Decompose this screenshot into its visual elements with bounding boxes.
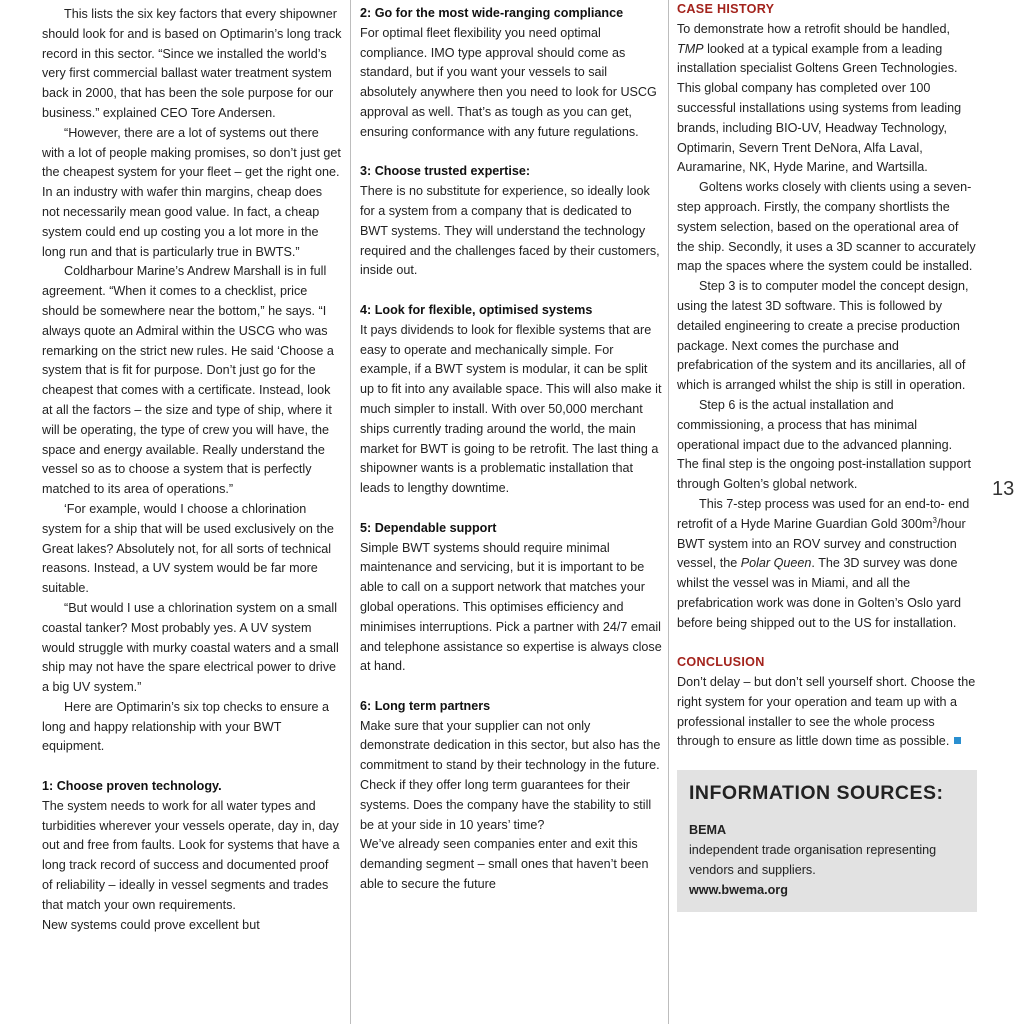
paragraph: Coldharbour Marine’s Andrew Marshall is in full agreement. “When it comes to a checklist, price should be somewhere near the bottom,” he says. “I always quote an Admiral within the USCG who was remarking on the strict new rules. He said ‘Choose a system that is fit for purpose. Don’t just go for the cheapest that comes with a certificate. Instead, look at all the factors – the size and type of ship, where it will be operating, the type of crew you will have, the space and energy available. Really understand the vessel so as to choose a system that is perfectly matched to its area of operations.” (42, 264, 334, 497)
section-heading: 5: Dependable support (360, 520, 497, 535)
paragraph: Make sure that your supplier can not only demonstrate dedication in this sector, but also has the commitment to stand by their technology in the future. Check if they offer long term guarantees for their systems. Does the company have the stability to still be at your side in 10 years’ time? (360, 718, 661, 832)
info-source-name: BEMA (689, 823, 727, 838)
conclusion-heading: CONCLUSION (677, 655, 765, 670)
info-sources-title: INFORMATION SOURCES: (689, 782, 944, 805)
paragraph: We’ve already seen companies enter and exit this demanding segment – small ones that haven’t been able to secure the future (360, 837, 649, 892)
section-heading: 3: Choose trusted expertise: (360, 164, 531, 179)
paragraph: This lists the six key factors that every shipowner should look for and is based on Optimarin’s long track record in this sector. “Since we installed the world’s very first commercial ballast water treatment system back in 2000, that has been the sole purpose for our business.” explained CEO Tore Andersen. (42, 7, 342, 120)
section-heading: 2: Go for the most wide-ranging compliance (360, 6, 624, 20)
column-divider (350, 0, 351, 1024)
paragraph: ‘For example, would I choose a chlorination system for a ship that will be used exclusively on the Great lakes? Absolutely not, for all sorts of technical reasons. Instead, a UV system would be far more suitable. (42, 501, 334, 596)
info-source-link[interactable]: www.bwema.org (689, 882, 788, 897)
paragraph: There is no substitute for experience, so ideally look for a system from a company that is dedicated to BWT systems. They will understand the technology required and the challenges faced by their customers, inside out. (360, 184, 660, 278)
section-heading: 1: Choose proven technology. (42, 779, 222, 794)
column-3 (677, 0, 977, 1024)
paragraph: Don’t delay – but don’t sell yourself short. Choose the right system for your operation and team up with a professional installer to see the whole process through to ensure as little down time as possible. (677, 675, 976, 749)
paragraph: “However, there are a lot of systems out there with a lot of people making promises, so don’t just get the cheapest system for your fleet – get the right one. In an industry with wafer thin margins, cheap does not necessarily mean good value. In fact, a cheap system could end up costing you a lot more in the long run and that is particularly true in BWTS.” (42, 125, 341, 259)
section-heading: 6: Long term partners (360, 698, 491, 713)
paragraph: New systems could prove excellent but (42, 917, 260, 932)
paragraph: This 7-step process was used for an end-to- end retrofit of a Hyde Marine Guardian Gold $300m^3$/hour BWT system into an ROV survey and construction vessel, the Polar Queen. The 3D survey was done whilst the vessel was in Miami, and all the prefabrication work was done in Golten’s Oslo yard before being shipped out to the US for installation. (677, 496, 970, 630)
paragraph: Simple BWT systems should require minimal maintenance and servicing, but it is important to be able to call on a support network that matches your global operations. This optimises efficiency and minimises interruptions. Pick a partner with 24/7 email and telephone assistance so expertise is always close at hand. (360, 540, 662, 674)
paragraph: To demonstrate how a retrofit should be handled, TMP looked at a typical example from a leading installation specialist Goltens Green Technologies. This global company has completed over 100 successful installations using systems from leading brands, including BIO-UV, Headway Technology, Optimarin, Severn Trent DeNora, Alfa Laval, Auramarine, NK, Hyde Marine, and Wartsilla. (677, 21, 962, 175)
section-heading: 4: Look for flexible, optimised systems (360, 302, 593, 317)
case-history-heading: CASE HISTORY (677, 2, 775, 16)
paragraph: It pays dividends to look for flexible systems that are easy to operate and mechanically simple. For example, if a BWT system is modular, it can be split up to fit into any available space. This will also make it much simpler to install. With over 50,000 merchant ships currently trading around the world, the main market for BWT is going to be retrofit. The last thing a shipowner wants is a problematic installation that leads to lengthy downtime. (360, 322, 662, 496)
paragraph: Here are Optimarin’s six top checks to ensure a long and happy relationship with your BWT equipment. (42, 699, 330, 754)
info-source-description: independent trade organisation representing vendors and suppliers. (689, 843, 937, 877)
paragraph: Goltens works closely with clients using a seven-step approach. Firstly, the company shortlists the system selection, based on the operational area of the ship. Secondly, it uses a 3D scanner to accurately map the spaces where the system could be installed. (677, 180, 976, 274)
paragraph: Step 6 is the actual installation and commissioning, a process that has minimal operational impact due to the advanced planning. The final step is the ongoing post-installation support through Golten’s global network. (677, 397, 972, 492)
information-sources-box (677, 770, 977, 912)
end-mark-icon (954, 737, 961, 744)
page-number: 13 (992, 478, 1015, 500)
column-1 (42, 0, 342, 1024)
paragraph: For optimal fleet flexibility you need optimal compliance. IMO type approval should come as standard, but if you want your vessels to sail absolutely anywhere then you need to look for USCG approval as well. That’s as tough as you can get, ensuring conformance with any future regulations. (360, 25, 657, 139)
column-divider (668, 0, 669, 1024)
column-2 (360, 0, 662, 1024)
paragraph: The system needs to work for all water types and turbidities wherever your vessels operate, day in, day out and free from faults. Look for systems that have a long track record of success and documented proof of reliability – ideally in vessel segments and trades that match your own requirements. (42, 798, 340, 912)
paragraph: “But would I use a chlorination system on a small coastal tanker? Most probably yes. A UV system would struggle with murky coastal waters and a small ship may not have the spare electrical power to drive a big UV system.” (42, 600, 339, 695)
paragraph: Step 3 is to computer model the concept design, using the latest 3D software. This is followed by detailed engineering to create a precise production package. Next comes the purchase and prefabrication of the system and its ancillaries, all of which is arranged whilst the ship is still in operation. (677, 279, 969, 393)
